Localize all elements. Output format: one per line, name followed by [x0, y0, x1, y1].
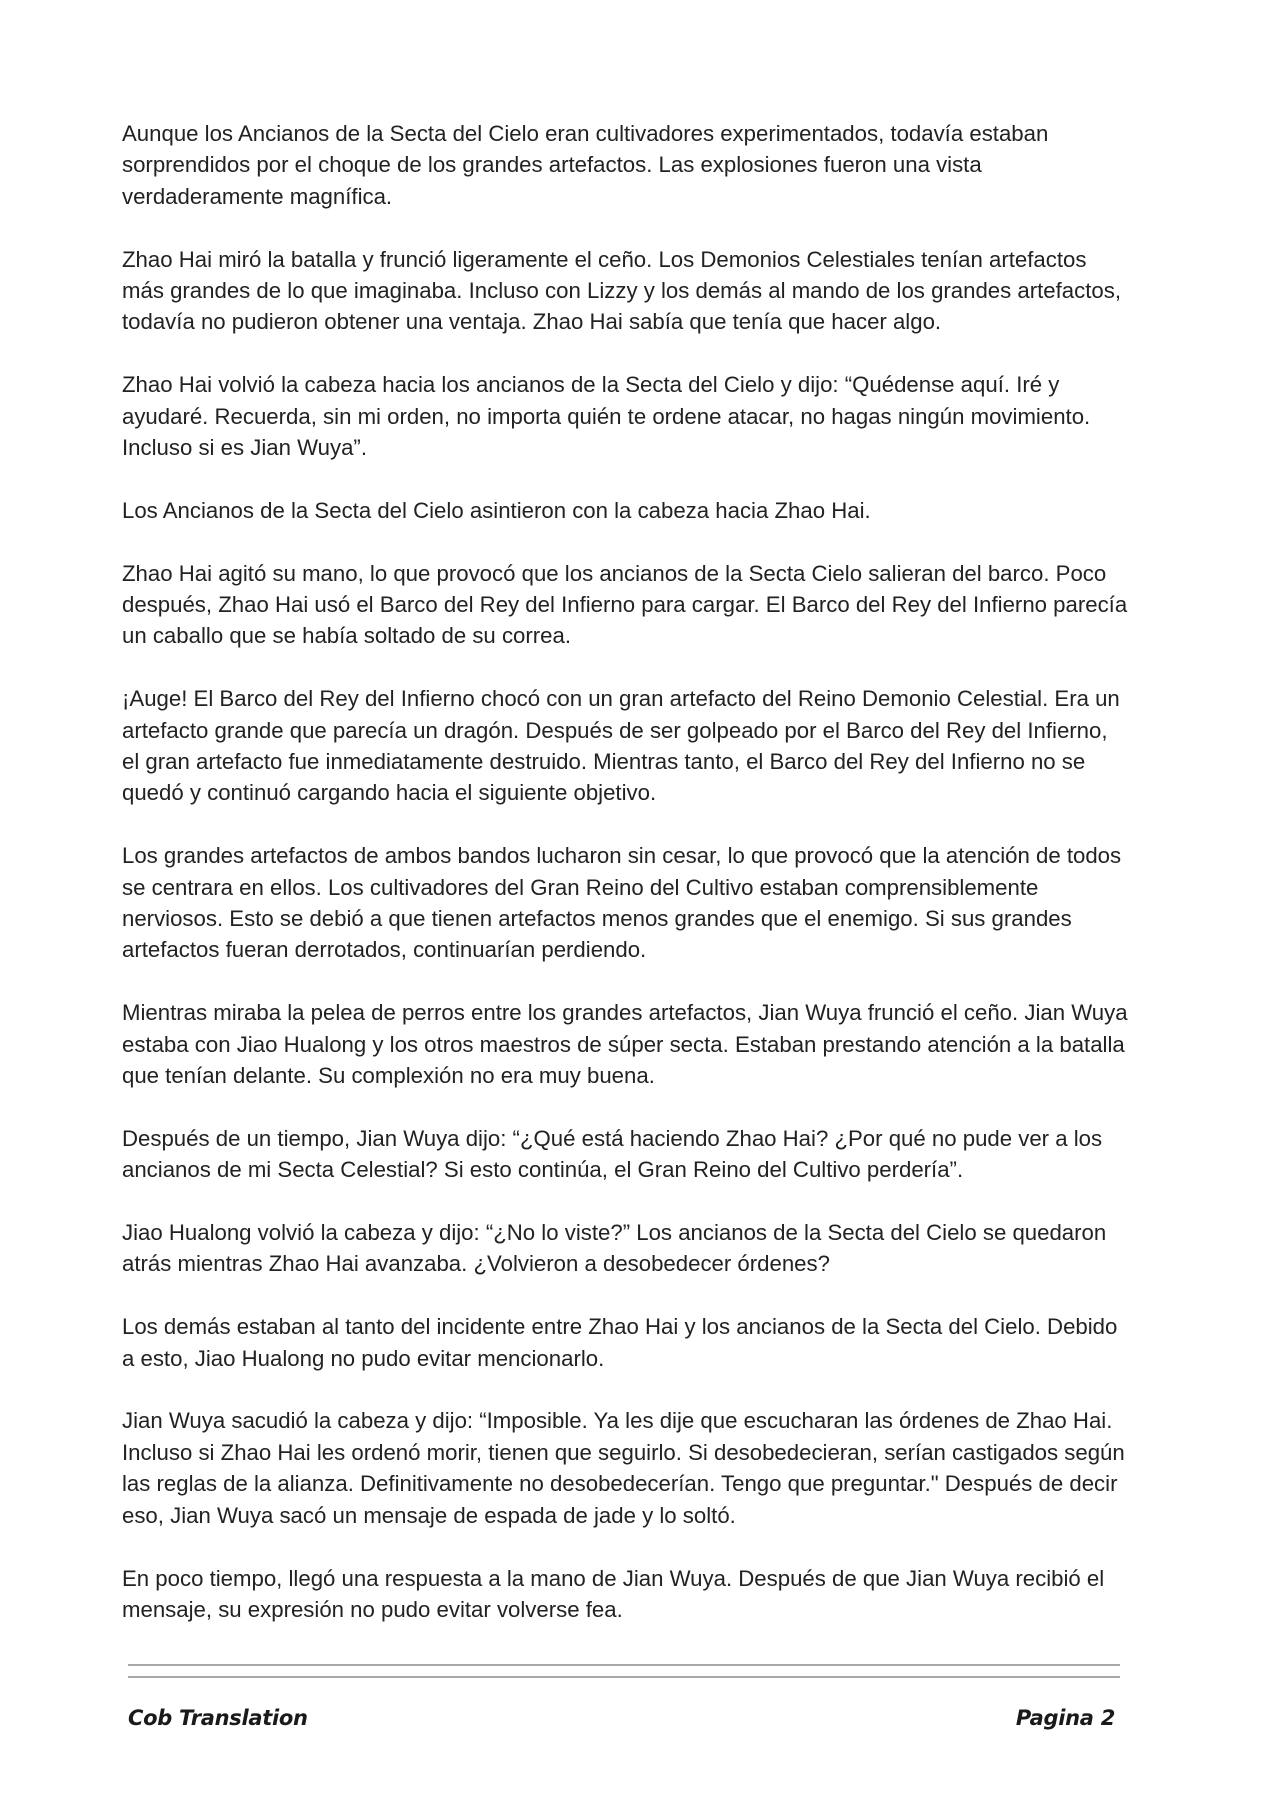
paragraph: En poco tiempo, llegó una respuesta a la mano de Jian Wuya. Después de que Jian Wuya recibió el mensaje, su expresión no pudo evitar volverse fea.	[122, 1565, 1105, 1622]
paragraph: Mientras miraba la pelea de perros entre los grandes artefactos, Jian Wuya frunció el ceño. Jian Wuya estaba con Jiao Hualong y los otros maestros de súper secta. Estaban prestando atención a la batalla que tenían delante. Su complexión no era muy buena.	[122, 1000, 1128, 1089]
footer-divider-top	[128, 1664, 1120, 1666]
body-text	[122, 118, 1130, 1657]
paragraph: Los Ancianos de la Secta del Cielo asintieron con la cabeza hacia Zhao Hai.	[122, 497, 871, 523]
footer-page-number: Pagina 2	[1015, 1706, 1115, 1730]
paragraph: Después de un tiempo, Jian Wuya dijo: “¿Qué está haciendo Zhao Hai? ¿Por qué no pude ver a los ancianos de mi Secta Celestial? Si esto continúa, el Gran Reino del Cultivo perdería”.	[122, 1125, 1103, 1183]
paragraph: Zhao Hai agitó su mano, lo que provocó que los ancianos de la Secta Cielo salieran del barco. Poco después, Zhao Hai usó el Barco del Rey del Infierno para cargar. El Barco del Rey del Infierno parecía un caballo que se había soltado de su correa.	[122, 560, 1128, 649]
paragraph: Jiao Hualong volvió la cabeza y dijo: “¿No lo viste?” Los ancianos de la Secta del Cielo se quedaron atrás mientras Zhao Hai avanzaba. ¿Volvieron a desobedecer órdenes?	[122, 1220, 1107, 1277]
paragraph: Zhao Hai volvió la cabeza hacia los ancianos de la Secta del Cielo y dijo: “Quédense aquí. Iré y ayudaré. Recuerda, sin mi orden, no importa quién te ordene atacar, no hagas ningún movimiento. Incluso si es Jian Wuya”.	[122, 372, 1091, 461]
paragraph: Los grandes artefactos de ambos bandos lucharon sin cesar, lo que provocó que la atención de todos se centrara en ellos. Los cultivadores del Gran Reino del Cultivo estaban comprensiblemente nerviosos. Esto se debió a que tienen artefactos menos grandes que el enemigo. Si sus grandes artefactos fueran derrotados, continuarían perdiendo.	[122, 843, 1122, 963]
paragraph: Los demás estaban al tanto del incidente entre Zhao Hai y los ancianos de la Secta del Cielo. Debido a esto, Jiao Hualong no pudo evitar mencionarlo.	[122, 1314, 1118, 1371]
paragraph: Jian Wuya sacudió la cabeza y dijo: “Imposible. Ya les dije que escucharan las órdenes de Zhao Hai. Incluso si Zhao Hai les ordenó morir, tienen que seguirlo. Si desobedecieran, serían castigados según las reglas de la alianza. Definitivamente no desobedecerían. Tengo que preguntar." Después de decir eso, Jian Wuya sacó un mensaje de espada de jade y lo soltó.	[122, 1408, 1125, 1528]
footer-divider-bottom	[128, 1676, 1120, 1678]
paragraph: ¡Auge! El Barco del Rey del Infierno chocó con un gran artefacto del Reino Demonio Celestial. Era un artefacto grande que parecía un dragón. Después de ser golpeado por el Barco del Rey del Infierno, el gran artefacto fue inmediatamente destruido. Mientras tanto, el Barco del Rey del Infierno no se quedó y continuó cargando hacia el siguiente objetivo.	[122, 686, 1120, 806]
paragraph: Aunque los Ancianos de la Secta del Cielo eran cultivadores experimentados, todavía estaban sorprendidos por el choque de los grandes artefactos. Las explosiones fueron una vista verdaderamente magnífica.	[122, 121, 1049, 209]
footer-translator-credit: Cob Translation	[128, 1706, 308, 1730]
paragraph: Zhao Hai miró la batalla y frunció ligeramente el ceño. Los Demonios Celestiales tenían artefactos más grandes de lo que imaginaba. Incluso con Lizzy y los demás al mando de los grandes artefactos, todavía no pudieron obtener una ventaja. Zhao Hai sabía que tenía que hacer algo.	[122, 246, 1122, 335]
